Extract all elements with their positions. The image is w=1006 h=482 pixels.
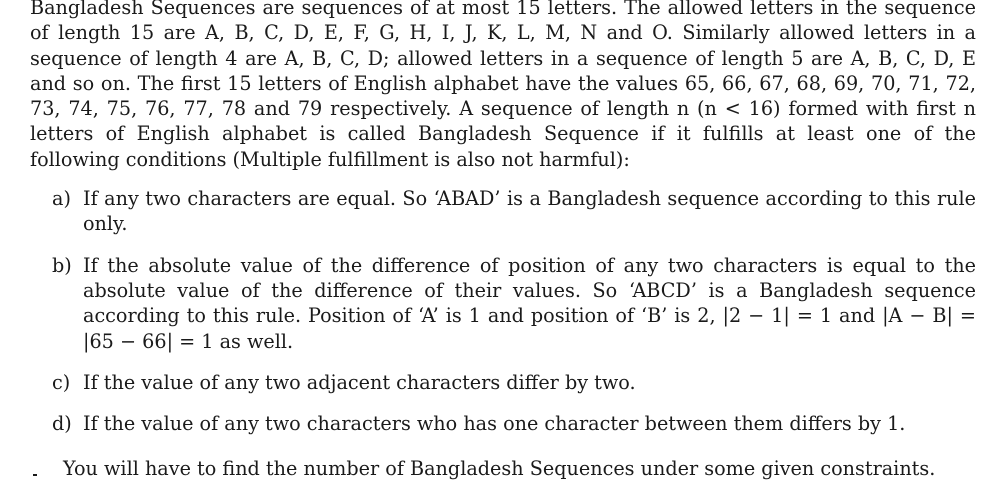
intro-paragraph: Bangladesh Sequences are sequences of at most 15 letters. The allowed letters in the sequence of length 15 are A, B, C, D, E, F, G, H, I, J, K, L, M, N and O. Similarly allowed letters in a sequence of length 4 are A, B, C, D; allowed letters in a sequence of length 5 are A, B, C, D, E and so on. The first 15 letters of English alphabet have the values 65, 66, 67, 68, 69, 70, 71, 72, 73, 74, 75, 76, 77, 78 and 79 respectively. A sequence of length n (n < 16) formed with first n letters of English alphabet is called Bangladesh Sequence if it fulfills at least one of the following conditions (Multiple fulfillment is also not harmful):	[30, 0, 976, 171]
condition-marker: a)	[52, 187, 71, 211]
problem-statement	[30, 0, 976, 482]
condition-item-c	[30, 370, 976, 395]
closing-paragraph: You will have to find the number of Bangladesh Sequences under some given constraints.	[63, 457, 936, 481]
condition-marker: d)	[52, 412, 72, 436]
condition-item-d	[30, 411, 976, 436]
condition-text: If the absolute value of the difference of position of any two characters is equal to the absolute value of the difference of their values. So ‘ABCD’ is a Bangladesh sequence according to this rule. Position of ‘A’ is 1 and position of ‘B’ is 2, |2 − 1| = 1 and |A − B| = |65 − 66| = 1 as well.	[83, 253, 976, 353]
condition-marker: b)	[52, 253, 72, 277]
condition-item-b	[30, 253, 976, 354]
condition-marker: c)	[52, 370, 71, 394]
condition-item-a	[30, 186, 976, 237]
condition-text: If the value of any two adjacent characters differ by two.	[83, 370, 636, 394]
conditions-list	[30, 186, 976, 436]
condition-text: If the value of any two characters who has one character between them differs by 1.	[83, 412, 906, 436]
condition-text: If any two characters are equal. So ‘ABAD’ is a Bangladesh sequence according to this rule only.	[83, 187, 976, 236]
page-mark	[33, 474, 37, 476]
